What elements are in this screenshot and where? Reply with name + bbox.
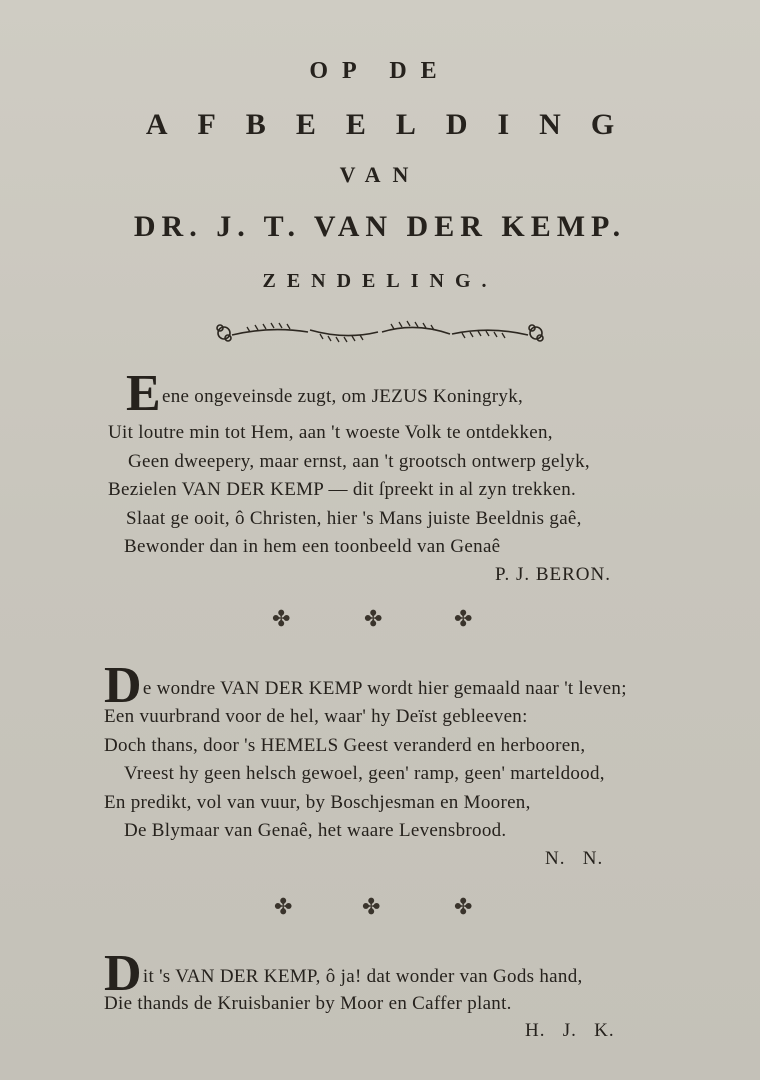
poem-line <box>104 657 627 714</box>
poem-line: De Blymaar van Genaê, het waare Levensbrood. <box>124 820 507 841</box>
flower-icon: ✤ <box>454 894 473 919</box>
poem-line: Die thands de Kruisbanier by Moor en Caffer plant. <box>104 993 512 1014</box>
drop-cap: D <box>104 945 142 1002</box>
heading-name: DR. J. T. VAN DER KEMP. <box>133 210 627 243</box>
heading-zendeling: ZENDELING. <box>262 270 498 292</box>
signature: N. N. <box>545 848 604 869</box>
flower-icon: ✤ <box>364 606 383 631</box>
poem-line: Slaat ge ooit, ô Christen, hier 's Mans juiste Beeldnis gaê, <box>126 508 582 529</box>
flower-icon: ✤ <box>274 894 293 919</box>
poem-line: Doch thans, door 's HEMELS Geest veranderd en herbooren, <box>104 735 586 756</box>
flower-icon: ✤ <box>454 606 473 631</box>
poem-line-text: e wondre VAN DER KEMP wordt hier gemaald naar 't leven; <box>142 678 627 699</box>
poem-line: Uit loutre min tot Hem, aan 't woeste Volk te ontdekken, <box>108 422 553 443</box>
heading-op-de: OP DE <box>309 58 451 84</box>
poem-line: Bezielen VAN DER KEMP — dit ſpreekt in al zyn trekken. <box>108 479 577 500</box>
heading-afbeelding: AFBEELDING <box>145 108 645 141</box>
poem-line-text: ene ongeveinsde zugt, om JEZUS Koningryk, <box>161 386 524 407</box>
poem-line <box>126 365 524 422</box>
poem-line: Een vuurbrand voor de hel, waar' hy Deïst gebleeven: <box>104 706 528 727</box>
drop-cap: E <box>126 365 161 422</box>
heading-van: VAN <box>339 162 421 187</box>
flower-icon: ✤ <box>362 894 381 919</box>
vine-ornament-icon <box>210 318 550 348</box>
signature: P. J. BERON. <box>495 564 611 585</box>
poem-line: Bewonder dan in hem een toonbeeld van Genaê <box>124 536 501 557</box>
flower-icon: ✤ <box>272 606 291 631</box>
poem-line: Geen dweepery, maar ernst, aan 't grootsch ontwerp gelyk, <box>128 451 590 472</box>
drop-cap: D <box>104 657 142 714</box>
signature: H. J. K. <box>525 1020 615 1041</box>
poem-line: Vreest hy geen helsch gewoel, geen' ramp, geen' marteldood, <box>124 763 605 784</box>
poem-line: En predikt, vol van vuur, by Boschjesman en Mooren, <box>104 792 531 813</box>
poem-line-text: it 's VAN DER KEMP, ô ja! dat wonder van Gods hand, <box>142 966 583 987</box>
ornament-divider <box>0 318 760 353</box>
